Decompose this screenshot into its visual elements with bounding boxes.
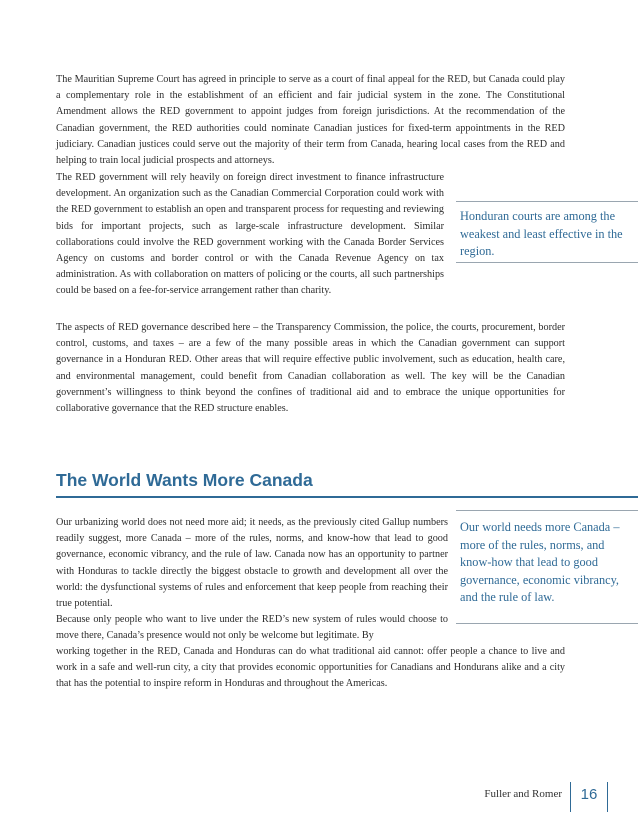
body-paragraph-investment: The RED government will rely heavily on foreign direct investment to finance infrastructure development. An organization such as the Canadian Commercial Corporation could work with the RED government to establish an open and transparent process for requesting and reviewing bids for important projects, such as large-scale infrastructure development. Similar collaborations could involve the RED government working with the Canada Border Services Agency on customs and border control or with the Canada Revenue Agency on tax administration. As with collaboration on matters of policing or the courts, all such partnerships could be based on a fee-for-service arrangement rather than charity. xyxy=(56,172,444,297)
section-heading: The World Wants More Canada xyxy=(56,470,313,490)
section-heading-rule xyxy=(56,496,638,498)
page-number-box xyxy=(570,782,608,812)
body-paragraph-governance: The aspects of RED governance described here – the Transparency Commission, the police, the courts, procurement, border control, customs, and taxes – are a few of the many possible areas in which the Canadian government can support governance in a Honduran RED. Other areas that will require effective public involvement, such as education, health care, and environmental management, could benefit from Canadian collaboration as well. The key will be the Canadian government’s willingness to think beyond the confines of traditional aid and to embrace the unique opportunities for collaborative governance that the RED structure enables. xyxy=(56,322,565,415)
pull-quote-more-canada-text: Our world needs more Canada – more of the rules, norms, and know-how that lead to good governance, economic vibrancy, and the rule of law. xyxy=(460,520,620,604)
footer-authors: Fuller and Romer xyxy=(484,788,562,800)
pull-quote-courts-text: Honduran courts are among the weakest and least effective in the region. xyxy=(460,209,623,258)
body-paragraph-judiciary: The Mauritian Supreme Court has agreed in principle to serve as a court of final appeal for the RED, but Canada could play a complementary role in the establishment of an efficient and fair judicial system in the zone. The Constitutional Amendment allows the RED government to appoint judges from foreign jurisdictions. At the recommendation of the Canadian government, the RED authorities could nominate Canadian justices for fixed-term appointments in the RED judiciary. Canadian justices could serve out the majority of their term from Canada, hearing local cases from the RED and helping to train local judicial prospects and attorneys. xyxy=(56,74,565,167)
page-number: 16 xyxy=(580,786,598,803)
body-paragraph-conclusion: working together in the RED, Canada and Honduras can do what traditional aid cannot: offer people a chance to live and work in a safe and well-run city, a city that provides economic opportunities for Canadians and Hondurans alike and a city that has the potential to inspire reform in Honduras and throughout the Americas. xyxy=(56,646,565,690)
pull-quote-courts xyxy=(456,201,638,263)
body-paragraph-more-canada: Our urbanizing world does not need more aid; it needs, as the previously cited Gallup numbers readily suggest, more Canada – more of the rules, norms, and know-how that lead to good governance, economic vibrancy, and the rule of law. Canada now has an opportunity to partner with Honduras to tackle directly the biggest obstacle to growth and development all over the world: the dysfunctional systems of rules and enforcement that keep people from reaching their true potential. xyxy=(56,517,448,610)
pull-quote-more-canada xyxy=(456,510,638,624)
body-paragraph-legitimacy: Because only people who want to live under the RED’s new system of rules would choose to move there, Canada’s presence would not only be welcome but legitimate. By xyxy=(56,614,448,642)
